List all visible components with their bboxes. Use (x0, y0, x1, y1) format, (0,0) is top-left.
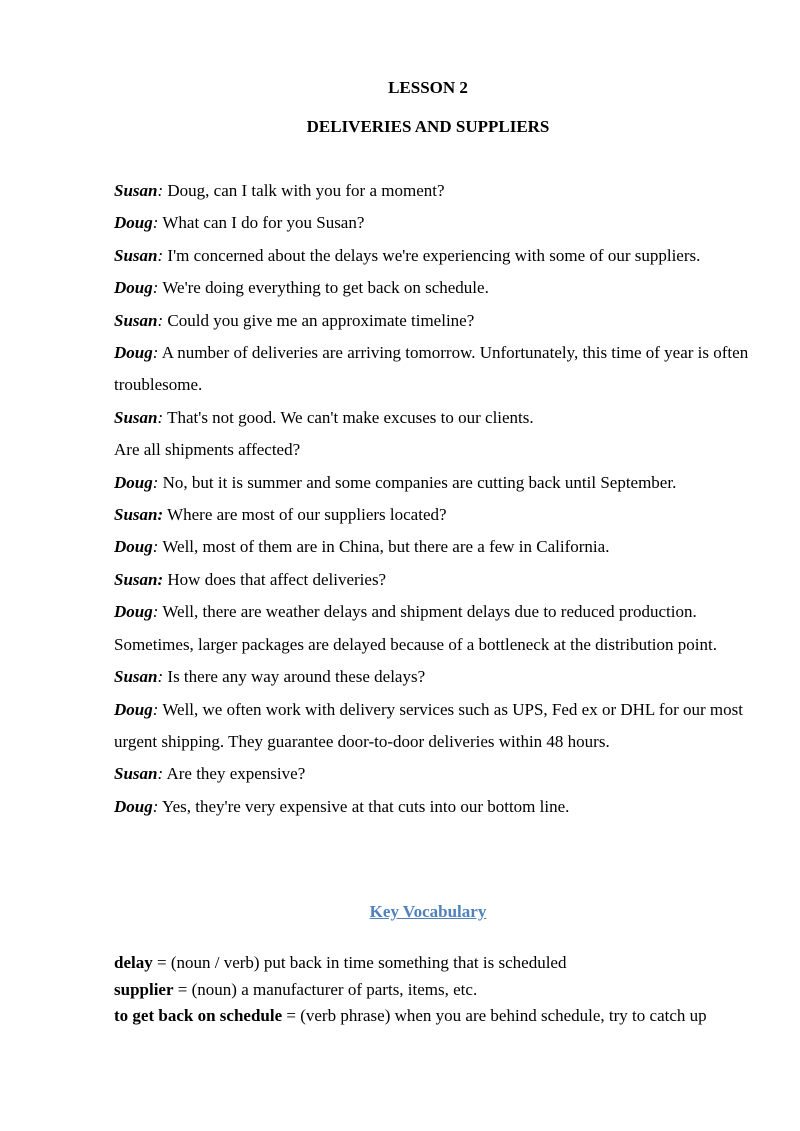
line-text: Well, there are weather delays and shipment delays due to reduced production. Sometimes, larger packages are delayed because of a bottleneck at the distribution point. (114, 602, 717, 654)
line-text: We're doing everything to get back on schedule. (158, 278, 489, 298)
dialogue-line (114, 661, 754, 693)
line-text: Well, we often work with delivery services such as UPS, Fed ex or DHL for our most urgent shipping. They guarantee door-to-door deliveries within 48 hours. (114, 699, 743, 751)
speaker-colon: : (157, 407, 164, 427)
dialogue-line (114, 337, 754, 402)
speaker-name: Susan: (114, 569, 164, 589)
vocabulary-item (114, 1003, 754, 1030)
line-text: What can I do for you Susan? (158, 213, 365, 233)
dialogue-line (114, 272, 754, 304)
vocabulary-term: to get back on schedule (114, 1006, 283, 1025)
dialogue-line (114, 434, 754, 466)
vocabulary-definition: = (noun) a manufacturer of parts, items, etc. (173, 979, 478, 999)
speaker-name: Susan (114, 310, 158, 330)
dialogue-line (114, 175, 754, 207)
speaker-name: Doug (114, 796, 153, 816)
speaker-colon: : (152, 602, 159, 622)
dialogue (114, 175, 754, 823)
dialogue-line (114, 207, 754, 239)
line-text: Yes, they're very expensive at that cuts into our bottom line. (158, 796, 570, 816)
lesson-title: LESSON 2 (388, 78, 468, 97)
vocabulary-item (114, 950, 754, 977)
vocabulary-heading: Key Vocabulary (369, 902, 487, 921)
dialogue-line (114, 305, 754, 337)
speaker-name: Doug (114, 602, 153, 622)
vocabulary-term: supplier (114, 979, 174, 999)
line-text: No, but it is summer and some companies are cutting back until September. (158, 472, 677, 492)
vocabulary-term: delay (114, 953, 153, 972)
speaker-name: Susan (114, 667, 158, 687)
speaker-colon: : (157, 667, 164, 687)
dialogue-line (114, 791, 754, 823)
line-text: I'm concerned about the delays we're experiencing with some of our suppliers. (163, 245, 701, 265)
line-text: Doug, can I talk with you for a moment? (163, 181, 445, 200)
speaker-colon: : (152, 699, 159, 719)
line-text: Is there any way around these delays? (163, 667, 426, 687)
speaker-colon: : (152, 796, 159, 816)
dialogue-line (114, 402, 754, 434)
dialogue-line (114, 564, 754, 596)
speaker-colon: : (152, 278, 159, 298)
speaker-colon: : (152, 343, 159, 363)
dialogue-line (114, 531, 754, 563)
speaker-name: Doug (114, 472, 153, 492)
speaker-name: Susan: (114, 505, 164, 525)
dialogue-line (114, 499, 754, 531)
speaker-name: Doug (114, 699, 153, 719)
vocabulary-list (114, 950, 754, 1030)
speaker-name: Doug (114, 213, 153, 233)
speaker-colon: : (157, 764, 164, 784)
lesson-subtitle: DELIVERIES AND SUPPLIERS (306, 117, 550, 136)
line-text: How does that affect deliveries? (163, 569, 387, 589)
line-text: That's not good. We can't make excuses to our clients. (163, 407, 534, 427)
vocabulary-definition: = (verb phrase) when you are behind schedule, try to catch up (282, 1006, 707, 1025)
dialogue-line (114, 467, 754, 499)
vocabulary-item (114, 977, 754, 1004)
dialogue-line (114, 758, 754, 790)
line-text: Well, most of them are in China, but there are a few in California. (158, 537, 610, 557)
speaker-colon: : (157, 245, 164, 265)
speaker-name: Susan (114, 245, 158, 265)
dialogue-line (114, 596, 754, 661)
speaker-colon: : (157, 310, 164, 330)
speaker-colon: : (157, 181, 164, 200)
line-text: A number of deliveries are arriving tomorrow. Unfortunately, this time of year is often troublesome. (114, 343, 749, 395)
vocabulary-definition: = (noun / verb) put back in time something that is scheduled (152, 953, 567, 972)
speaker-name: Doug (114, 343, 153, 363)
speaker-name: Susan (114, 764, 158, 784)
speaker-name: Doug (114, 278, 153, 298)
speaker-name: Doug (114, 537, 153, 557)
line-text: Are all shipments affected? (114, 440, 301, 460)
dialogue-line (114, 694, 754, 759)
line-text: Where are most of our suppliers located? (163, 505, 447, 525)
line-text: Are they expensive? (163, 764, 306, 784)
line-text: Could you give me an approximate timeline? (163, 310, 475, 330)
speaker-colon: : (152, 537, 159, 557)
speaker-name: Susan (114, 181, 158, 200)
speaker-colon: : (152, 213, 159, 233)
speaker-name: Susan (114, 407, 158, 427)
dialogue-line (114, 240, 754, 272)
speaker-colon: : (152, 472, 159, 492)
